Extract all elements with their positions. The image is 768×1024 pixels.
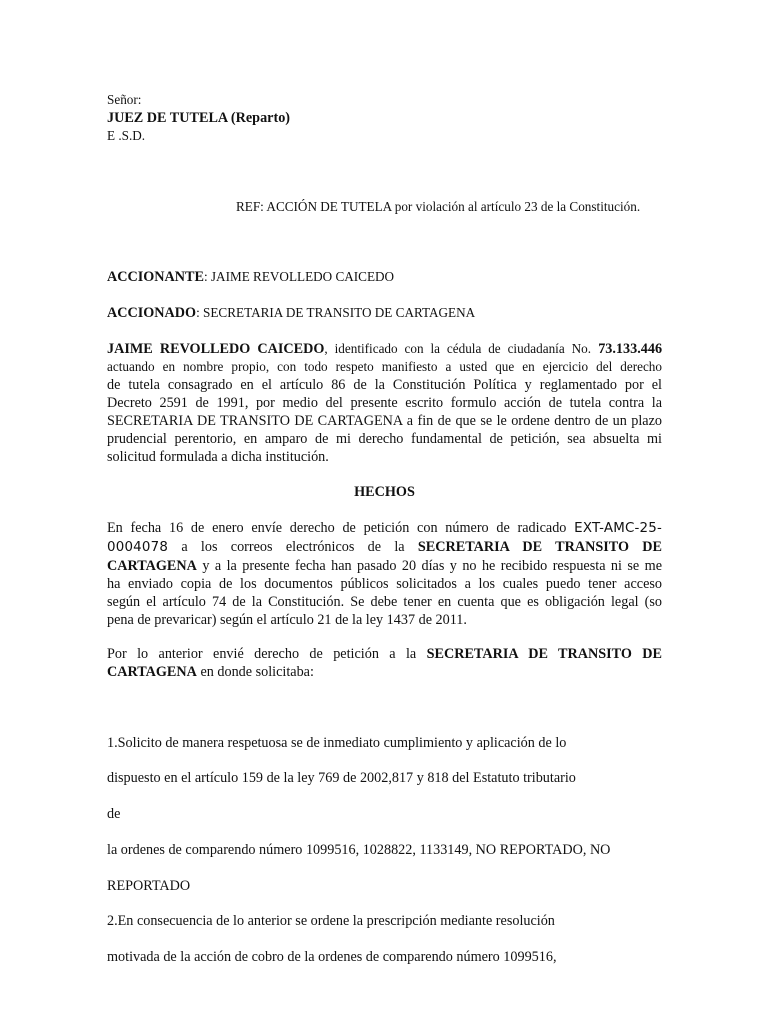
hechos-line-4: ha enviado copia de los documentos públicos solicitados a los cuales puedo tener acceso <box>107 576 662 592</box>
intro-line-3: de tutela consagrado en el artículo 86 de la Constitución Política y reglamentado por el <box>107 377 662 393</box>
hechos-line-3: y a la presente fecha han pasado 20 días y no he recibido respuesta ni se me <box>202 558 662 574</box>
intro-line-4: Decreto 2591 de 1991, por medio del presente escrito formulo acción de tutela contra la <box>107 395 662 411</box>
item-line-2: dispuesto en el artículo 159 de la ley 769 de 2002,817 y 818 del Estatuto tributario <box>107 770 576 786</box>
hechos-line-6: pena de prevaricar) según el artículo 21 de la ley 1437 de 2011. <box>107 612 467 628</box>
item-line-2-wrap <box>107 769 662 787</box>
salutation: Señor: <box>107 92 142 107</box>
item-line-7: motivada de la acción de cobro de la ordenes de comparendo número 1099516, <box>107 949 557 965</box>
addressee-block <box>107 91 662 145</box>
hechos-heading <box>107 483 662 501</box>
hechos-heading-text: HECHOS <box>354 484 415 500</box>
intro-line-6: prudencial perentorio, en amparo de mi derecho fundamental de petición, sea absuelta mi <box>107 431 662 447</box>
item-line-4: la ordenes de comparendo número 1099516, 1028822, 1133149, NO REPORTADO, NO <box>107 842 611 858</box>
accionante-value: : JAIME REVOLLEDO CAICEDO <box>203 269 395 284</box>
radicado-code-part-1: EXT-AMC-25- <box>574 521 663 536</box>
anterior-entity-1: SECRETARIA DE TRANSITO DE <box>426 646 662 662</box>
intro-line-2: actuando en nombre propio, con todo respeto manifiesto a usted que en ejercicio del derecho <box>107 359 662 374</box>
item-line-7-wrap <box>107 948 662 966</box>
anterior-entity-2: CARTAGENA <box>107 664 197 680</box>
intro-line-5: SECRETARIA DE TRANSITO DE CARTAGENA a fin de que se le ordene dentro de un plazo <box>107 413 662 429</box>
accionado-value: : SECRETARIA DE TRANSITO DE CARTAGENA <box>196 305 476 320</box>
ref-text: REF: ACCIÓN DE TUTELA por violación al artículo 23 de la Constitución. <box>236 199 641 214</box>
accionante-label: ACCIONANTE <box>107 269 204 285</box>
cedula-number: 73.133.446 <box>598 341 663 357</box>
por-lo-anterior-paragraph <box>107 645 662 681</box>
hechos-paragraph <box>107 519 662 629</box>
intro-paragraph <box>107 340 662 466</box>
item-line-5: REPORTADO <box>107 878 191 894</box>
radicado-code-part-2: 0004078 <box>107 540 169 555</box>
anterior-line-1: Por lo anterior envié derecho de petición a la <box>107 646 417 662</box>
hechos-entity-2: CARTAGENA <box>107 558 197 574</box>
accionante-name: JAIME REVOLLEDO CAICEDO <box>107 341 325 357</box>
item-line-5-wrap <box>107 877 662 895</box>
hechos-line-1: En fecha 16 de enero envíe derecho de petición con número de radicado <box>107 520 567 536</box>
accionante-line <box>107 268 662 286</box>
item-line-3-wrap <box>107 805 662 823</box>
reference-line <box>236 198 666 216</box>
accionado-label: ACCIONADO <box>107 305 197 321</box>
accionado-line <box>107 304 662 322</box>
intro-line-7: solicitud formulada a dicha institución. <box>107 449 329 465</box>
item-line-4-wrap <box>107 841 662 859</box>
esd: E .S.D. <box>107 128 146 143</box>
hechos-entity-1: SECRETARIA DE TRANSITO DE <box>417 539 662 555</box>
anterior-line-2: en donde solicitaba: <box>200 664 314 680</box>
hechos-line-2: a los correos electrónicos de la <box>181 539 405 555</box>
item-line-6-wrap <box>107 912 662 930</box>
item-line-1-wrap <box>107 734 662 752</box>
hechos-line-5: según el artículo 74 de la Constitución. Se debe tener en cuenta que es obligación legal (so <box>107 594 662 610</box>
item-line-6: 2.En consecuencia de lo anterior se ordene la prescripción mediante resolución <box>107 913 555 929</box>
item-line-1: 1.Solicito de manera respetuosa se de inmediato cumplimiento y aplicación de lo <box>107 735 567 751</box>
addressee: JUEZ DE TUTELA (Reparto) <box>107 110 291 126</box>
item-line-3: de <box>107 806 121 822</box>
intro-line-1: , identificado con la cédula de ciudadanía No. <box>324 341 592 356</box>
